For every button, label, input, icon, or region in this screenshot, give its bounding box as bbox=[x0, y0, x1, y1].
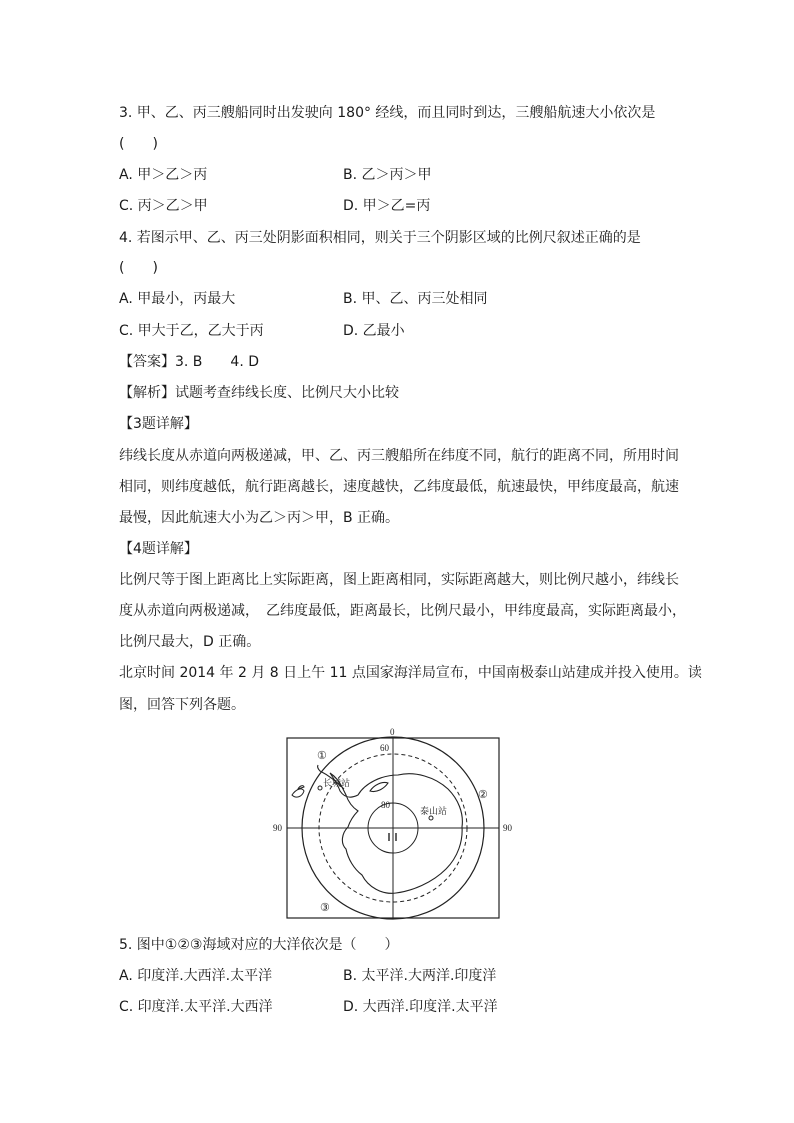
detail4-line: 比例尺等于图上距离比上实际距离，图上距离相同，实际距离越大，则比例尺越小，纬线长 bbox=[119, 572, 679, 588]
latitude-60-label: 60 bbox=[380, 743, 389, 753]
intro-line: 北京时间 2014 年 2 月 8 日上午 11 点国家海洋局宣布，中国南极泰山站建成并投入使用。读 bbox=[119, 665, 702, 681]
q5-option-a: A. 印度洋.大西洋.太平洋 bbox=[119, 968, 273, 984]
region-2-label: ② bbox=[478, 789, 488, 801]
taishan-station-label: 泰山站 bbox=[420, 806, 448, 816]
q4-blank: ( ) bbox=[119, 260, 158, 276]
q3-stem: 3. 甲、乙、丙三艘船同时出发驶向 180° 经线，而且同时到达，三艘船航速大小依次是 bbox=[119, 105, 656, 121]
meridian-left-label: 90 bbox=[273, 823, 282, 833]
q3-option-a: A. 甲＞乙＞丙 bbox=[119, 167, 208, 183]
q4-option-d: D. 乙最小 bbox=[343, 323, 405, 339]
q4-option-c: C. 甲大于乙，乙大于丙 bbox=[119, 323, 264, 339]
detail3-line: 相同，则纬度越低，航行距离越长，速度越快，乙纬度最低，航速最快，甲纬度最高，航速 bbox=[119, 479, 679, 495]
detail3-line: 纬线长度从赤道向两极递减，甲、乙、丙三艘船所在纬度不同，航行的距离不同，所用时间 bbox=[119, 448, 679, 464]
q5-option-c: C. 印度洋.太平洋.大西洋 bbox=[119, 999, 273, 1015]
detail3-heading: 【3题详解】 bbox=[119, 416, 198, 432]
answer-line: 【答案】3. B 4. D bbox=[119, 354, 259, 370]
latitude-80-label: 80 bbox=[381, 800, 390, 810]
antarctica-map bbox=[270, 725, 515, 920]
detail4-line: 比例尺最大，D 正确。 bbox=[119, 634, 261, 650]
q4-stem: 4. 若图示甲、乙、丙三处阴影面积相同，则关于三个阴影区域的比例尺叙述正确的是 bbox=[119, 230, 641, 246]
region-3-label: ③ bbox=[320, 902, 330, 914]
q4-option-a: A. 甲最小，丙最大 bbox=[119, 291, 236, 307]
q3-option-c: C. 丙＞乙＞甲 bbox=[119, 198, 208, 214]
q3-option-b: B. 乙＞丙＞甲 bbox=[343, 167, 432, 183]
analysis-line: 【解析】试题考查纬线长度、比例尺大小比较 bbox=[119, 385, 399, 401]
q3-blank: ( ) bbox=[119, 136, 158, 152]
detail3-line: 最慢，因此航速大小为乙＞丙＞甲，B 正确。 bbox=[119, 510, 400, 526]
changcheng-station-label: 长城站 bbox=[323, 778, 351, 788]
detail4-line: 度从赤道向两极递减， 乙纬度最低，距离最长，比例尺最小，甲纬度最高，实际距离最小， bbox=[119, 603, 686, 619]
q4-option-b: B. 甲、乙、丙三处相同 bbox=[343, 291, 488, 307]
q3-option-d: D. 甲＞乙=丙 bbox=[343, 198, 431, 214]
meridian-right-label: 90 bbox=[503, 823, 512, 833]
q5-option-b: B. 太平洋.大两洋.印度洋 bbox=[343, 968, 497, 984]
meridian-0-label: 0 bbox=[390, 727, 395, 737]
detail4-heading: 【4题详解】 bbox=[119, 541, 198, 557]
region-1-label: ① bbox=[317, 750, 327, 762]
intro-line: 图，回答下列各题。 bbox=[119, 697, 245, 713]
q5-stem: 5. 图中①②③海域对应的大洋依次是（ ） bbox=[119, 937, 399, 953]
q5-option-d: D. 大西洋.印度洋.太平洋 bbox=[343, 999, 498, 1015]
